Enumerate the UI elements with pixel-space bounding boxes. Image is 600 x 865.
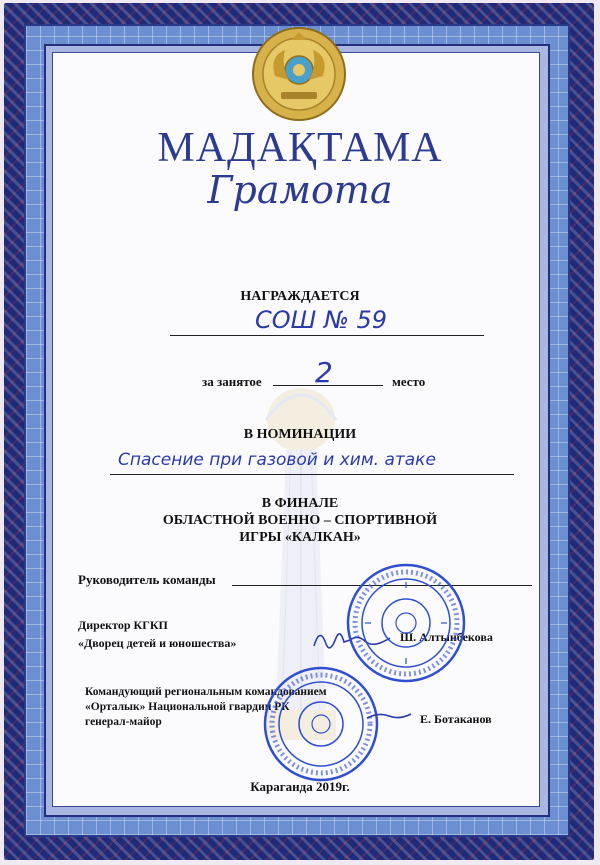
national-guard-round-stamp	[262, 665, 380, 783]
director-name: Ш. Алтынбекова	[400, 630, 493, 644]
title-russian: Грамота	[207, 168, 393, 212]
team-leader-label: Руководитель команды	[78, 572, 216, 587]
nomination-value: Спасение при газовой и хим. атаке	[118, 450, 436, 470]
commander-title-2: «Орталык» Национальной гвардии РК	[85, 701, 290, 713]
place-suffix: место	[392, 374, 426, 389]
nomination-underline	[110, 474, 514, 475]
awarded-value: СОШ № 59	[255, 306, 388, 334]
place-underline	[273, 385, 383, 386]
awarded-label: НАГРАЖДАЕТСЯ	[240, 289, 360, 304]
state-emblem-icon	[251, 26, 347, 122]
title-kazakh: МАДАҚТАМА	[157, 125, 443, 171]
final-line-1: В ФИНАЛЕ	[261, 496, 339, 511]
nomination-label: В НОМИНАЦИИ	[243, 427, 357, 442]
commander-signature	[365, 702, 415, 728]
awarded-underline	[170, 335, 484, 336]
final-line-3: ИГРЫ «КАЛКАН»	[239, 530, 361, 545]
place-prefix: за занятое	[202, 374, 262, 389]
commander-title-1: Командующий региональным командованием	[85, 686, 327, 698]
place-value: 2	[315, 356, 333, 389]
place-and-date: Караганда 2019г.	[250, 779, 350, 794]
commander-name: Е. Ботаканов	[420, 712, 492, 726]
director-title-1: Директор КГКП	[78, 618, 168, 632]
commander-title-3: генерал-майор	[85, 716, 162, 728]
director-title-2: «Дворец детей и юношества»	[78, 636, 237, 650]
final-line-2: ОБЛАСТНОЙ ВОЕННО – СПОРТИВНОЙ	[162, 513, 438, 528]
